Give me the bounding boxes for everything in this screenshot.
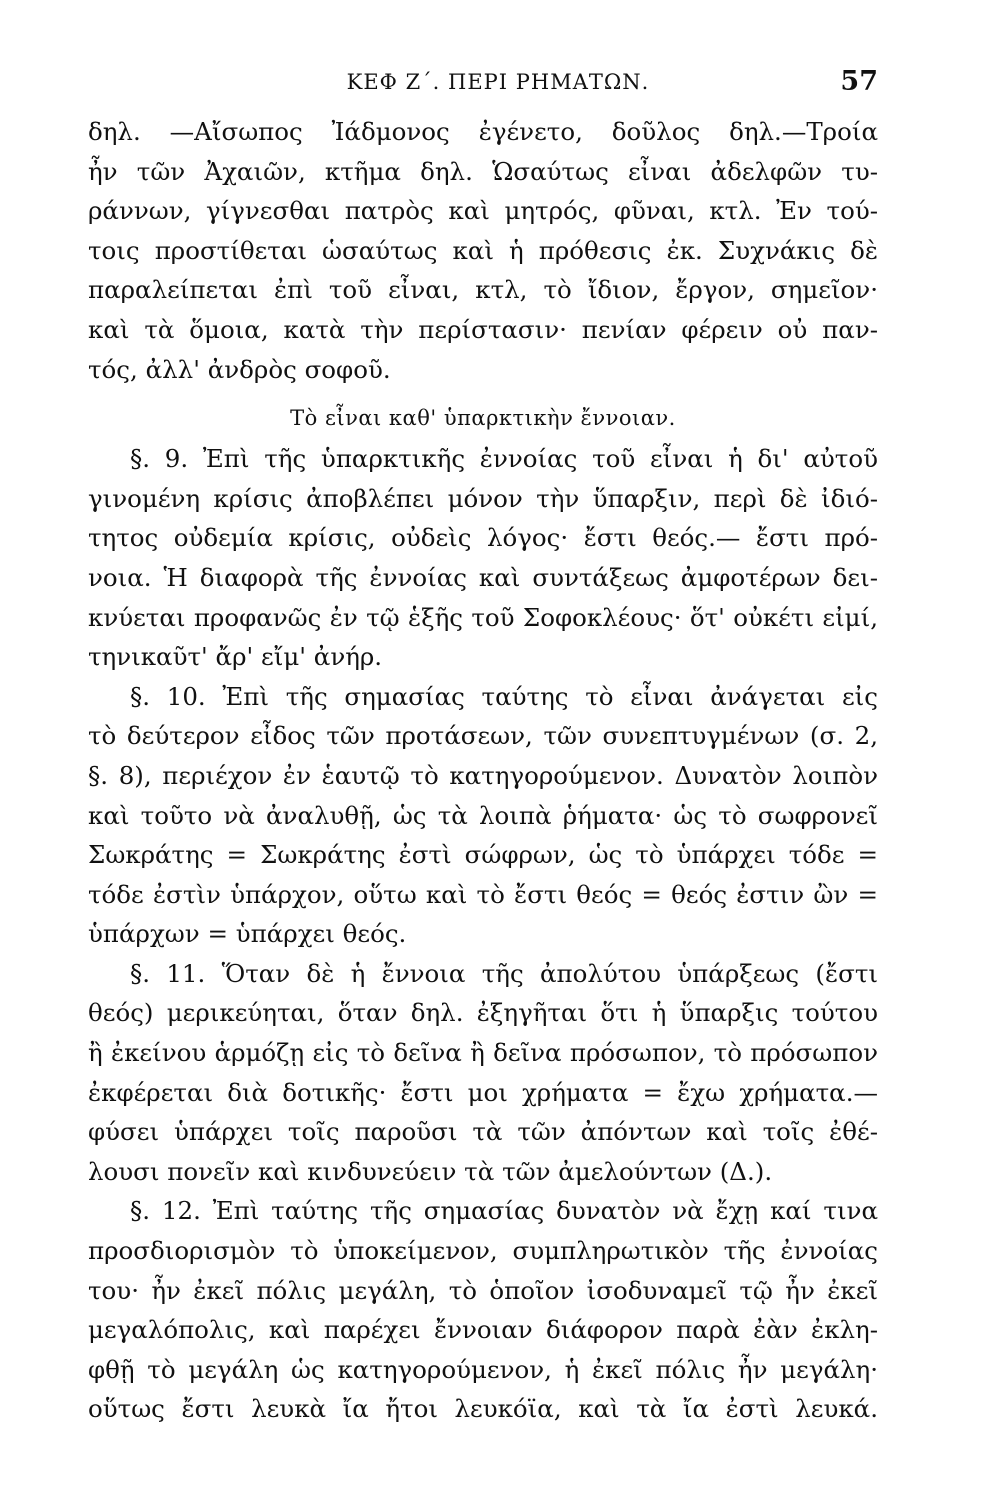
text-line: καὶ τὰ ὅμοια, κατὰ τὴν περίστασιν· πενίαν φέρειν οὐ παν- [88,314,878,344]
text-line: δηλ. —Αἴσωπος Ἰάδμονος ἐγένετο, δοῦλος δηλ.—Τροία [88,117,878,146]
text-line: ἦν τῶν Ἀχαιῶν, κτῆμα δηλ. Ὡσαύτως εἶναι ἀδελφῶν τυ- [88,156,878,186]
text-line: §. 8), περιέχον ἐν ἑαυτῷ τὸ κατηγορούμενον. Δυνατὸν λοιπὸν [88,760,878,790]
paragraph-section-9 [88,439,878,677]
text-line: γινομένη κρίσις ἀποβλέπει μόνον τὴν ὕπαρξιν, περὶ δὲ ἰδιό- [88,483,878,513]
text-line: §. 10. Ἐπὶ τῆς σημασίας ταύτης τὸ εἶναι ἀνάγεται εἰς [130,681,878,711]
section-heading: Τὸ εἶναι καθ' ὑπαρκτικὴν ἔννοιαν. [290,406,676,431]
text-line: θεός) μερικεύηται, ὅταν δηλ. ἐξηγῆται ὅτι ἡ ὕπαρξις τούτου [88,998,878,1028]
text-line: καὶ τοῦτο νὰ ἀναλυθῇ, ὡς τὰ λοιπὰ ῥήματα· ὡς τὸ σωφρονεῖ [88,800,878,830]
text-line: §. 11. Ὅταν δὲ ἡ ἔννοια τῆς ἀπολύτου ὑπάρξεως (ἔστι [130,958,878,988]
paragraph-section-10 [88,677,878,954]
paragraph-section-12 [88,1191,878,1429]
paragraph-section-11 [88,954,878,1192]
text-line: λουσι πονεῖν καὶ κινδυνεύειν τὰ τῶν ἀμελούντων (Δ.). [88,1156,773,1186]
page-header [88,66,878,106]
text-line: τός, ἀλλ' ἀνδρὸς σοφοῦ. [88,354,391,384]
text-line: τητος οὐδεμία κρίσις, οὐδεὶς λόγος· ἔστι θεός.— ἔστι πρό- [88,523,878,553]
text-line: τόδε ἐστὶν ὑπάρχον, οὕτω καὶ τὸ ἔστι θεός = θεός ἐστιν ὢν = [88,879,878,909]
text-line: νοια. Ἡ διαφορὰ τῆς ἐννοίας καὶ συντάξεως ἀμφοτέρων δει- [88,562,878,592]
running-head: ΚΕΦ Ζ΄. ΠΕΡΙ ΡΗΜΑΤΩΝ. [346,70,650,94]
text-line: ἢ ἐκείνου ἁρμόζῃ εἰς τὸ δεῖνα ἢ δεῖνα πρόσωπον, τὸ πρόσωπον [88,1038,878,1068]
text-line: §. 12. Ἐπὶ ταύτης τῆς σημασίας δυνατὸν νὰ ἔχῃ καί τινα [130,1196,878,1226]
text-line: μεγαλόπολις, καὶ παρέχει ἔννοιαν διάφορον παρὰ ἐὰν ἐκλη- [88,1315,878,1345]
text-line: τὸ δεύτερον εἶδος τῶν προτάσεων, τῶν συνεπτυγμένων (σ. 2, [88,721,878,751]
body-text [88,112,878,1429]
text-line: κνύεται προφανῶς ἐν τῷ ἑξῆς τοῦ Σοφοκλέους· ὅτ' οὐκέτι εἰμί, [88,602,878,632]
text-line: φύσει ὑπάρχει τοῖς παροῦσι τὰ τῶν ἀπόντων καὶ τοῖς ἐθέ- [88,1117,878,1147]
text-line: οὕτως ἔστι λευκὰ ἴα ἤτοι λευκόϊα, καὶ τὰ ἴα ἐστὶ λευκά. [88,1394,878,1424]
text-line: Σωκράτης = Σωκράτης ἐστὶ σώφρων, ὡς τὸ ὑπάρχει τόδε = [88,840,878,870]
text-line: ράννων, γίγνεσθαι πατρὸς καὶ μητρός, φῦναι, κτλ. Ἐν τού- [88,196,878,226]
text-line: φθῇ τὸ μεγάλη ὡς κατηγορούμενον, ἡ ἐκεῖ πόλις ἦν μεγάλη· [88,1354,878,1384]
page-number: 57 [840,66,878,97]
text-line: ὑπάρχων = ὑπάρχει θεός. [88,919,407,949]
text-line: παραλείπεται ἐπὶ τοῦ εἶναι, κτλ, τὸ ἴδιον, ἔργον, σημεῖον· [88,275,878,305]
text-line: του· ἦν ἐκεῖ πόλις μεγάλη, τὸ ὁποῖον ἰσοδυναμεῖ τῷ ἦν ἐκεῖ [88,1275,878,1305]
text-line: §. 9. Ἐπὶ τῆς ὑπαρκτικῆς ἐννοίας τοῦ εἶναι ἡ δι' αὐτοῦ [130,444,878,474]
paragraph-continuation [88,112,878,389]
text-line: προσδιορισμὸν τὸ ὑποκείμενον, συμπληρωτικὸν τῆς ἐννοίας [88,1236,878,1266]
text-line: ἐκφέρεται διὰ δοτικῆς· ἔστι μοι χρήματα = ἔχω χρήματα.— [88,1077,878,1107]
text-line: τηνικαῦτ' ἄρ' εἴμ' ἀνήρ. [88,642,383,672]
text-line: τοις προστίθεται ὡσαύτως καὶ ἡ πρόθεσις ἐκ. Συχνάκις δὲ [88,235,878,265]
